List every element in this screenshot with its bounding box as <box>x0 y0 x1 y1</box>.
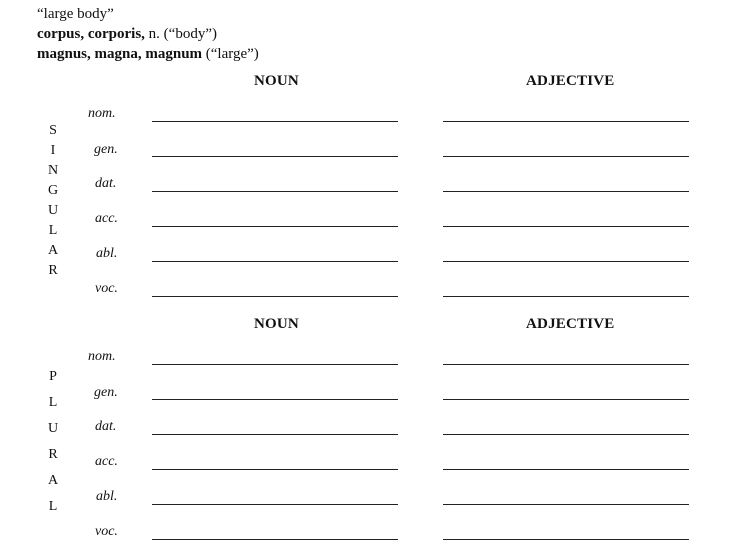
phrase-line <box>37 4 259 24</box>
noun-line <box>37 24 259 44</box>
singular-noun-blank[interactable] <box>152 121 398 122</box>
singular-letter: S <box>49 123 57 138</box>
singular-noun-blank[interactable] <box>152 226 398 227</box>
plural-adjective-blank[interactable] <box>443 469 689 470</box>
plural-noun-blank[interactable] <box>152 364 398 365</box>
plural-adjective-heading: ADJECTIVE <box>526 316 615 332</box>
singular-noun-blank[interactable] <box>152 156 398 157</box>
plural-case-label: nom. <box>88 349 116 364</box>
phrase: “large body” <box>37 6 114 22</box>
singular-letter: R <box>48 263 58 278</box>
plural-noun-blank[interactable] <box>152 434 398 435</box>
singular-letter: N <box>47 163 59 178</box>
singular-case-label: voc. <box>95 281 118 296</box>
singular-case-label: dat. <box>95 176 117 191</box>
plural-adjective-blank[interactable] <box>443 504 689 505</box>
singular-case-label: abl. <box>96 246 118 261</box>
singular-noun-blank[interactable] <box>152 191 398 192</box>
plural-adjective-blank[interactable] <box>443 434 689 435</box>
singular-noun-blank[interactable] <box>152 261 398 262</box>
plural-noun-blank[interactable] <box>152 469 398 470</box>
noun-lemma: corpus, corporis, <box>37 26 145 42</box>
singular-adjective-blank[interactable] <box>443 261 689 262</box>
plural-case-label: gen. <box>94 385 118 400</box>
adjective-gloss: (“large”) <box>202 46 259 62</box>
plural-vertical-label <box>46 369 60 519</box>
header <box>37 4 259 64</box>
plural-adjective-blank[interactable] <box>443 399 689 400</box>
singular-case-label: nom. <box>88 106 116 121</box>
plural-case-label: abl. <box>96 489 118 504</box>
plural-case-label: voc. <box>95 524 118 539</box>
singular-case-label: gen. <box>94 142 118 157</box>
singular-noun-blank[interactable] <box>152 296 398 297</box>
plural-case-label: acc. <box>95 454 118 469</box>
singular-vertical-label <box>46 123 60 283</box>
plural-letter: L <box>48 499 58 514</box>
noun-gloss: n. (“body”) <box>144 26 217 42</box>
singular-case-label: acc. <box>95 211 118 226</box>
singular-letter: G <box>47 183 59 198</box>
singular-adjective-blank[interactable] <box>443 296 689 297</box>
singular-adjective-heading: ADJECTIVE <box>526 73 615 89</box>
singular-adjective-blank[interactable] <box>443 156 689 157</box>
singular-letter: L <box>48 223 58 238</box>
plural-noun-blank[interactable] <box>152 504 398 505</box>
singular-letter: U <box>47 203 59 218</box>
plural-adjective-blank[interactable] <box>443 539 689 540</box>
adjective-lemma: magnus, magna, magnum <box>37 46 203 62</box>
singular-letter: A <box>47 243 59 258</box>
plural-letter: U <box>47 421 59 436</box>
plural-noun-blank[interactable] <box>152 399 398 400</box>
singular-adjective-blank[interactable] <box>443 226 689 227</box>
plural-noun-blank[interactable] <box>152 539 398 540</box>
singular-letter: I <box>50 143 56 158</box>
singular-adjective-blank[interactable] <box>443 191 689 192</box>
plural-adjective-blank[interactable] <box>443 364 689 365</box>
plural-noun-heading: NOUN <box>254 316 299 332</box>
singular-noun-heading: NOUN <box>254 73 299 89</box>
plural-letter: P <box>49 369 57 384</box>
adjective-line <box>37 44 259 64</box>
plural-letter: R <box>48 447 58 462</box>
plural-letter: L <box>48 395 58 410</box>
plural-letter: A <box>47 473 59 488</box>
plural-case-label: dat. <box>95 419 117 434</box>
singular-adjective-blank[interactable] <box>443 121 689 122</box>
